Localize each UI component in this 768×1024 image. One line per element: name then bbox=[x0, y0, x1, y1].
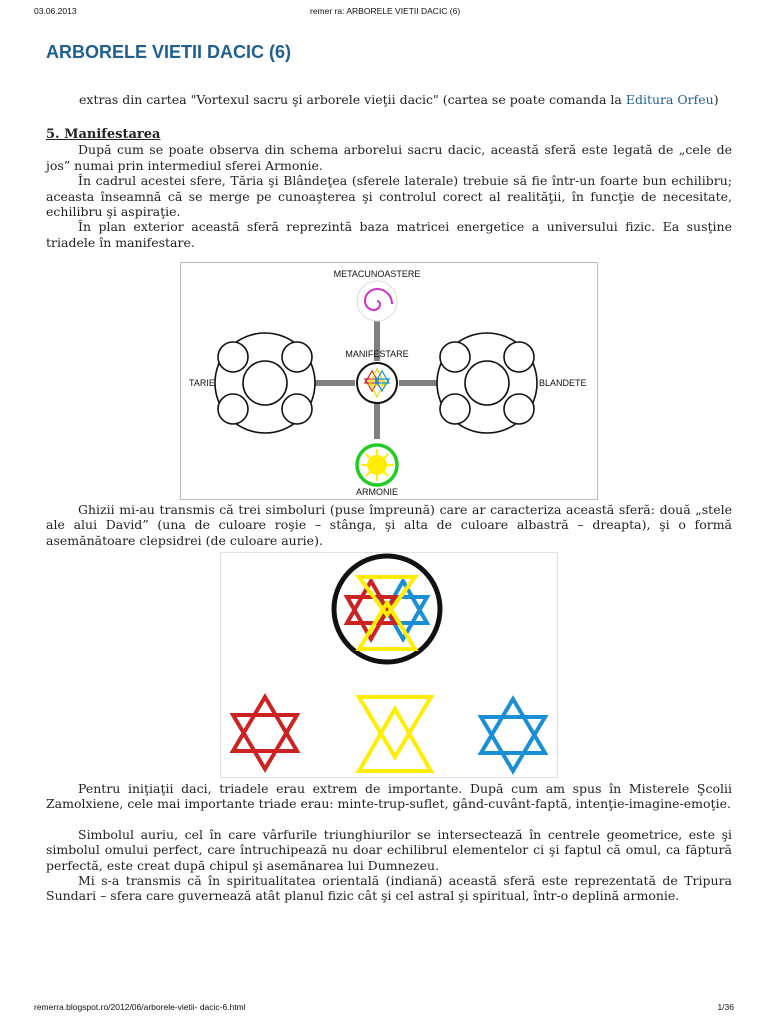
armonie-sphere bbox=[357, 445, 397, 485]
tree-diagram bbox=[180, 262, 598, 500]
paragraph-3: În plan exterior această sferă reprezintă baza matricei energetice a universului fizic. Ea susţine triadele în manifestare. bbox=[46, 219, 732, 250]
paragraph-2: În cadrul acestei sfere, Tăria şi Blândeţea (sferele laterale) trebuie să fie într-un foarte bun echilibru; aceasta înseamnă că se merge pe cunoaşterea şi controlul corect al realităţii, în funcţie de necesitate, echilibru şi aspiraţie. bbox=[46, 173, 732, 220]
metacunoastere-sphere bbox=[357, 281, 397, 321]
paragraph-5: Pentru iniţiaţii daci, triadele erau extrem de importante. După cum am spus în Misterele Şcolii Zamolxiene, cele mai importante triade erau: minte-trup-suflet, gând-cuvânt-faptă, intenţie-imagine-emoţie. bbox=[46, 781, 732, 812]
symbols-figure-svg bbox=[221, 553, 557, 777]
print-url: remerra.blogspot.ro/2012/06/arborele-vietii- dacic-6.html bbox=[34, 1002, 246, 1012]
label-metacunoastere: METACUNOASTERE bbox=[333, 269, 421, 279]
yellow-hourglass-icon bbox=[359, 697, 431, 771]
print-page-counter: 1/36 bbox=[717, 1002, 734, 1012]
section-heading: 5. Manifestarea bbox=[46, 127, 161, 142]
blandete-sphere bbox=[437, 333, 537, 433]
article-title: ARBORELE VIETII DACIC (6) bbox=[46, 42, 292, 62]
paragraph-4: Ghizii mi-au transmis că trei simboluri (puse împreună) care ar caracteriza această sferă: două „stele ale alui David” (una de culoare roşie – stânga, şi alta de culoare albastră – dreapta), şi o formă asemănătoare clepsidrei (de culoare aurie). bbox=[46, 502, 732, 548]
editura-orfeu-link[interactable]: Editura Orfeu bbox=[625, 92, 714, 107]
section-triads bbox=[46, 781, 732, 904]
red-star-icon bbox=[233, 697, 297, 769]
print-date: 03.06.2013 bbox=[34, 6, 77, 16]
paragraph-6: Simbolul auriu, cel în care vârfurile triunghiurilor se intersectează în centrele geometrice, este şi simbolul omului perfect, care întruchipează nu doar echilibrul elementelor ci şi faptul că omul, ca făptură perfectă, este creat după chipul şi asemănarea lui Dumnezeu. bbox=[46, 826, 732, 873]
intro-line bbox=[79, 92, 719, 107]
combined-symbol bbox=[334, 556, 440, 662]
manifestare-sphere bbox=[357, 363, 397, 403]
tarie-sphere bbox=[215, 333, 315, 433]
tree-diagram-svg bbox=[181, 263, 597, 499]
print-page-title: remer ra: ARBORELE VIETII DACIC (6) bbox=[310, 6, 461, 16]
label-tarie: TARIE bbox=[189, 378, 215, 388]
label-blandete: BLANDETE bbox=[539, 378, 587, 388]
label-armonie: ARMONIE bbox=[355, 487, 399, 497]
label-manifestare: MANIFESTARE bbox=[345, 349, 409, 359]
symbols-figure bbox=[220, 552, 558, 778]
section-manifestarea bbox=[46, 127, 732, 250]
paragraph-7: Mi s-a transmis că în spiritualitatea orientală (indiană) această sferă este reprezentată de Tripura Sundari – sfera care guvernează atât planul fizic cât şi cel astral şi spiritual, într-o deplină armonie. bbox=[46, 873, 732, 904]
blue-star-icon bbox=[481, 699, 545, 771]
section-symbols bbox=[46, 502, 732, 548]
intro-suffix: ) bbox=[713, 92, 719, 107]
paragraph-1: După cum se poate observa din schema arborelui sacru dacic, această sferă este legată de „cele de jos” numai prin intermediul sferei Armonie. bbox=[46, 142, 732, 173]
intro-prefix: extras din cartea "Vortexul sacru şi arborele vieţii dacic" (cartea se poate comanda la bbox=[79, 92, 626, 107]
